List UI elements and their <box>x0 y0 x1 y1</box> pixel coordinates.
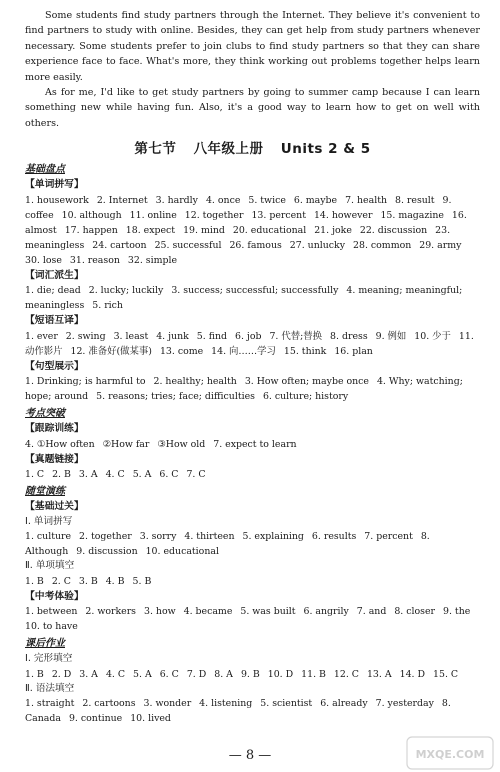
single-choice-label: Ⅱ. 单项填空 <box>25 560 75 572</box>
answer-item: 5. find <box>196 330 228 342</box>
answer-item: 7. percent <box>364 531 413 543</box>
answer-item: 4. C <box>105 668 126 680</box>
answer-item: 29. army <box>419 239 462 251</box>
answer-item: 14. however <box>313 209 373 221</box>
answer-item: 7. health <box>345 194 387 206</box>
answer-item: 20. educational <box>232 224 307 236</box>
answer-item: 2. B <box>52 469 71 481</box>
answer-item: 7. C <box>186 469 206 481</box>
answer-item: 5. was built <box>240 606 296 618</box>
answer-item: 5. rich <box>92 300 123 312</box>
answer-item: 5. scientist <box>260 698 313 710</box>
section-title <box>25 137 480 157</box>
real-exam-heading: 【真题链接】 <box>25 453 84 465</box>
phrase-answers <box>25 329 480 359</box>
grammar-fill-answers <box>25 696 480 726</box>
answer-item: 9. continue <box>68 713 123 725</box>
answer-item: 5. twice <box>248 194 286 206</box>
answer-item: 8. Although <box>25 531 430 558</box>
answer-item: 12. 准备好(做某事) <box>70 345 152 357</box>
answer-item: 3. sorry <box>139 531 177 543</box>
answer-item: 21. joke <box>314 224 352 236</box>
answer-item: 4. ①How often <box>25 438 95 450</box>
answer-item: 9. coffee <box>25 194 452 221</box>
answer-item: 1. C <box>25 469 45 481</box>
answer-item: 14. D <box>399 668 426 680</box>
answer-item: 26. famous <box>229 239 282 251</box>
answer-item: 10. 少于 <box>414 330 451 342</box>
spelling-answers <box>25 529 480 559</box>
section-grade: 八年级上册 <box>193 141 264 158</box>
answer-item: ③How old <box>157 438 206 450</box>
intro-paragraph-2: As for me, I'd like to get study partners by going to summer camp because I can learn something new while having fun. Also, it's a good way to learn how to get on well with others. <box>25 87 480 129</box>
answer-item: 9. 例如 <box>375 330 407 342</box>
answer-item: 7. D <box>186 668 207 680</box>
answer-item: 13. percent <box>251 209 306 221</box>
answer-item: 16. almost <box>25 209 467 236</box>
page-number: — 8 — <box>228 748 272 763</box>
answer-item: 16. plan <box>334 345 373 357</box>
answer-item: 30. lose <box>25 254 62 266</box>
answer-item: 22. discussion <box>359 224 428 236</box>
answer-item: 4. thirteen <box>184 531 235 543</box>
intro-paragraph-1: Some students find study partners through the Internet. They believe it's convenient to find partners to study with online. Besides, they can get help from study partners whenever necessary. Some students prefer to join clubs to find study partners so that they can share experience face to face. What's more, they think working out problems together helps learn more easily. <box>25 10 480 83</box>
answer-item: 8. dress <box>330 330 368 342</box>
grammar-fill-label: Ⅱ. 语法填空 <box>25 682 75 694</box>
answer-item: 1. die; dead <box>25 285 81 297</box>
zhongkao-answers <box>25 604 480 634</box>
vocab-heading: 【单词拼写】 <box>25 179 84 191</box>
answer-item: 10. D <box>267 668 294 680</box>
answer-item: 12. together <box>184 209 244 221</box>
phrase-heading: 【短语互译】 <box>25 315 84 327</box>
derivation-answers <box>25 283 480 313</box>
answer-item: 24. cartoon <box>92 239 147 251</box>
answer-item: 8. result <box>394 194 435 206</box>
answer-item: 15. magazine <box>380 209 444 221</box>
vocab-answers <box>25 193 480 268</box>
sentence-heading: 【句型展示】 <box>25 360 84 372</box>
answer-item: 6. culture; history <box>262 391 349 403</box>
answer-item: 1. housework <box>25 194 89 206</box>
spelling-label: Ⅰ. 单词拼写 <box>25 515 73 527</box>
answer-item: 3. A <box>79 668 98 680</box>
answer-item: 28. common <box>353 239 412 251</box>
answer-item: 3. success; successful; successfully <box>171 285 339 297</box>
answer-item: 3. least <box>113 330 149 342</box>
answer-item: ②How far <box>102 438 150 450</box>
answer-item: 6. maybe <box>293 194 338 206</box>
answer-item: 2. together <box>79 531 132 543</box>
answer-item: 7. 代替;替换 <box>269 330 323 342</box>
answer-item: 32. simple <box>127 254 178 266</box>
sentence-answers <box>25 374 480 404</box>
zhongkao-heading: 【中考体验】 <box>25 590 84 602</box>
single-choice-answers <box>25 574 480 589</box>
answer-item: 5. A <box>132 469 152 481</box>
answer-item: 1. straight <box>25 698 75 710</box>
answer-item: 5. explaining <box>242 531 304 543</box>
watermark-logo <box>406 736 494 770</box>
answer-item: 2. healthy; health <box>153 376 237 388</box>
answer-item: 11. B <box>301 668 326 680</box>
answer-item: 3. How often; maybe once <box>244 376 369 388</box>
answer-item: 2. Internet <box>96 194 148 206</box>
answer-item: 6. already <box>320 698 368 710</box>
answer-item: 11. 动作影片 <box>25 330 474 357</box>
answer-item: 3. A <box>78 469 98 481</box>
answer-item: 1. ever <box>25 330 58 342</box>
kaodian-heading: 考点突破 <box>25 408 65 420</box>
answer-item: 12. C <box>333 668 359 680</box>
answer-item: 7. yesterday <box>375 698 434 710</box>
answer-item: 2. D <box>51 668 72 680</box>
answer-item: 1. Drinking; is harmful to <box>25 376 146 388</box>
answer-item: 10. lived <box>130 713 171 725</box>
answer-item: 4. became <box>183 606 233 618</box>
section-units: Units 2 & 5 <box>280 141 371 158</box>
answer-item: 3. B <box>78 575 98 587</box>
tracking-answers <box>25 437 480 452</box>
answer-item: 13. A <box>366 668 392 680</box>
answer-item: 8. closer <box>394 606 436 618</box>
answer-item: 17. happen <box>64 224 118 236</box>
answer-item: 6. C <box>159 668 179 680</box>
answer-item: 4. meaning; meaningful; meaningless <box>25 285 463 312</box>
answer-item: 6. angrily <box>303 606 349 618</box>
answer-item: 11. online <box>129 209 177 221</box>
answer-item: 23. meaningless <box>25 224 451 251</box>
answer-item: 18. expect <box>125 224 176 236</box>
answer-item: 8. A <box>214 668 233 680</box>
basics-heading: 基础盘点 <box>25 164 65 176</box>
answer-item: 13. come <box>159 345 204 357</box>
answer-item: 4. Why; watching; hope; around <box>25 376 463 403</box>
answer-item: 10. to have <box>25 621 78 633</box>
answer-item: 4. listening <box>199 698 253 710</box>
answer-item: 1. between <box>25 606 78 618</box>
answer-item: 2. swing <box>65 330 106 342</box>
cloze-label: Ⅰ. 完形填空 <box>25 653 73 665</box>
svg-text:MXQE.COM: MXQE.COM <box>415 748 485 761</box>
suitang-heading: 随堂演练 <box>25 486 65 498</box>
answer-item: 9. B <box>240 668 260 680</box>
answer-item: 10. although <box>61 209 122 221</box>
answer-item: 5. reasons; tries; face; difficulties <box>96 391 255 403</box>
answer-item: 15. think <box>283 345 327 357</box>
answer-item: 3. wonder <box>143 698 192 710</box>
answer-item: 27. unlucky <box>289 239 346 251</box>
cloze-answers <box>25 667 480 682</box>
answer-item: 3. hardly <box>155 194 198 206</box>
real-exam-answers <box>25 467 480 482</box>
basic-pass-heading: 【基础过关】 <box>25 501 84 513</box>
answer-item: 8. Canada <box>25 698 451 725</box>
derivation-heading: 【词汇派生】 <box>25 269 84 281</box>
answer-item: 15. C <box>433 668 459 680</box>
answer-item: 14. 向……学习 <box>211 345 276 357</box>
answer-item: 10. educational <box>145 546 219 558</box>
homework-heading: 课后作业 <box>25 638 65 650</box>
answer-item: 1. B <box>25 575 44 587</box>
answer-item: 1. B <box>25 668 44 680</box>
answer-item: 4. B <box>105 575 125 587</box>
answer-item: 2. C <box>51 575 71 587</box>
answer-item: 25. successful <box>154 239 222 251</box>
answer-item: 5. A <box>133 668 152 680</box>
answer-item: 2. lucky; luckily <box>88 285 164 297</box>
answer-item: 19. mind <box>183 224 225 236</box>
answer-item: 9. the <box>443 606 471 618</box>
answer-item: 6. C <box>159 469 179 481</box>
answer-item: 6. job <box>235 330 262 342</box>
answer-item: 4. junk <box>156 330 189 342</box>
section-number: 第七节 <box>134 141 177 158</box>
answer-item: 9. discussion <box>76 546 138 558</box>
answer-item: 31. reason <box>69 254 120 266</box>
answer-item: 1. culture <box>25 531 72 543</box>
answer-item: 7. expect to learn <box>213 438 297 450</box>
answer-item: 7. and <box>356 606 387 618</box>
page-content <box>25 8 480 726</box>
answer-item: 4. once <box>205 194 241 206</box>
answer-item: 2. cartoons <box>82 698 136 710</box>
answer-item: 3. how <box>143 606 176 618</box>
answer-item: 6. results <box>311 531 357 543</box>
answer-item: 5. B <box>132 575 152 587</box>
answer-item: 4. C <box>105 469 125 481</box>
tracking-heading: 【跟踪训练】 <box>25 423 84 435</box>
answer-item: 2. workers <box>85 606 136 618</box>
